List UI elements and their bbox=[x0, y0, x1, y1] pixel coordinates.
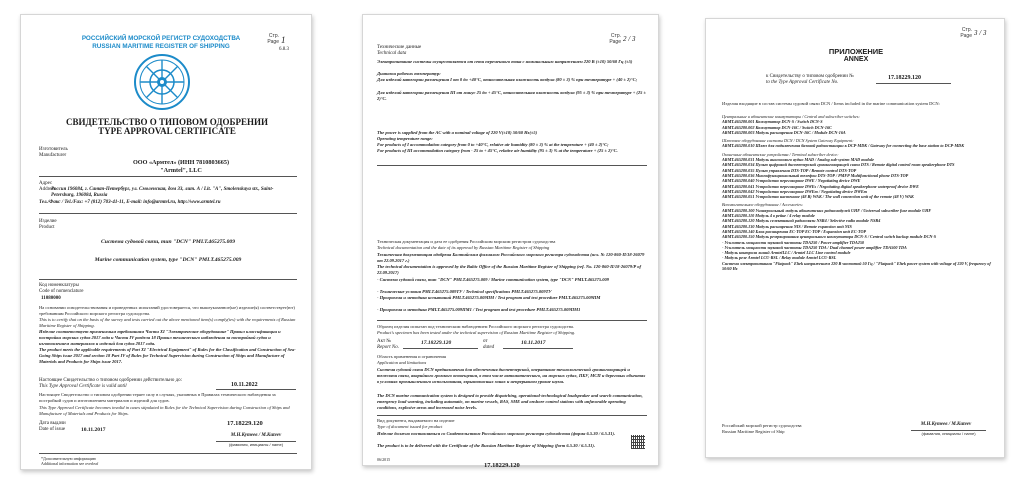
docs-line-2: The technical documentation is approved by the Baltic Office of the Russian Maritime Register of Shipping (ref. No. 120-860-П/18-26079/Р of 22.09.2017) bbox=[377, 264, 642, 275]
signer-note: (фамилия, инициалы / name) bbox=[911, 430, 986, 436]
certificate-number: 17.18229.120 bbox=[227, 420, 263, 427]
divider bbox=[377, 320, 647, 321]
divider bbox=[377, 415, 647, 416]
list-item: ARMT.465280.001 Коммутатор DCN-S / Switch DCN-S bbox=[722, 119, 823, 125]
address-label: Адрес Address bbox=[39, 181, 56, 193]
list-item: ARMT.465280.130 Модуль расширения NIS / Remote expansion unit NIS bbox=[722, 223, 852, 229]
certificate-page-2 bbox=[362, 14, 659, 466]
signer-note: (фамилия, инициалы / name) bbox=[216, 441, 296, 447]
tech-ru-3: Для изделий категории размещения I от 0 до +40°C, относительная влажность воздуха (80 ± 3) % при температуре + (40 ± 2)°C; bbox=[377, 77, 638, 82]
divider bbox=[39, 279, 297, 280]
doc-type-text-ru: Изделие должно поставляться со Свидетельством Российского морского регистра судоходства (форма 6.5.30 / 6.5.31). bbox=[377, 431, 616, 436]
rules-text-en: The product meets the applicable requirements of Part XI "Electrical Equipment" of Rules for the Classification and Construction of Sea-Going Ships issue 2017 and section 18 Part IV of Rules for Technical Supervision during Construction of Ships and Manufacture of Materials and Products for Ships issue 2017. bbox=[39, 347, 296, 364]
manufacturer-en: "Armtel", LLC bbox=[160, 167, 202, 174]
tech-ru-4: Для изделий категории размещения III от минус 25 до + 45°C, относительная влажность воздуха (95 ± 3) % при температуре + (25 ± 2)°C. bbox=[377, 90, 646, 101]
list-item: - Усилитель мощности звуковой частоты TDA250 / Power amplifier TDA250 bbox=[722, 239, 865, 245]
annex-group bbox=[722, 114, 992, 135]
group-heading: Оконечные абонентские устройства / Terminal subscriber device: bbox=[722, 151, 839, 157]
page-label-ru: Стр. bbox=[268, 33, 279, 39]
divider bbox=[503, 348, 573, 349]
divider bbox=[876, 83, 951, 84]
list-item: ARMT.465280.003 Модуль расширения DCN-16C / Module DCN-16A bbox=[722, 129, 846, 135]
tech-en-3: For products of I accommodation category from 0 to +40°C, relative air humidity (80 ± 3) % at the temperature + (40 ± 2)°C; bbox=[377, 142, 609, 147]
docs-line-4: - Технические условия PMLT.465275.009ТУ / Technical specifications PMLT.465275.009ТУ bbox=[377, 289, 552, 294]
list-item: - Модуль контроля линий ArmtelLLC / Armtel LLC Line control module bbox=[722, 250, 851, 256]
tech-data-label-ru: Технические данные bbox=[377, 45, 422, 50]
list-item: Система электропитания "Flatpack" Eltek напряжением 220 В частотой 50 Гц / "Flatpack" Eltek power system with voltage of 220 V, frequency of 50/60 Hz bbox=[722, 260, 991, 272]
page-label-en: Page bbox=[609, 39, 621, 45]
annex-group bbox=[722, 138, 992, 149]
valid-until-date: 10.11.2022 bbox=[231, 382, 258, 388]
page-label bbox=[958, 27, 972, 39]
issue-date-value: 10.11.2017 bbox=[81, 427, 106, 433]
org-name-ru: РОССИЙСКИЙ МОРСКОЙ РЕГИСТР СУДОХОДСТВА bbox=[81, 35, 241, 42]
signer-name: М.Н.Кутеев / M.Kuteev bbox=[230, 433, 282, 438]
list-item: ARMT.465280.042 Устройство переговорное DWEm / Negotiating device DWEm bbox=[722, 188, 867, 194]
product-ru: Система судовой связи, тип "DCN" PMLT.465275.009 bbox=[100, 239, 236, 245]
rmrs-emblem-icon bbox=[133, 53, 191, 111]
tech-en-2: Operating temperature range: bbox=[377, 136, 433, 141]
page-label bbox=[607, 33, 621, 45]
scope-heading-ru: Область применения и ограничения bbox=[377, 354, 446, 359]
signer-name: М.Н.Кутеев / M.Kuteev bbox=[920, 422, 972, 427]
list-item: ARMT.465280.110 Модуль 4 в рейке / 4 relay module bbox=[722, 213, 815, 219]
list-item: ARMT.465280.140 Блок расширения EC-TOP EC-TOP / Expansion unit EC-TOP bbox=[722, 228, 867, 234]
list-item: ARMT.465280.031 Модуль аналогового аудио MAD / Analog sub-system MAD module bbox=[722, 157, 874, 163]
list-item: ARMT.465280.150 Модуль резервирования центрального коммутатора DCN-S / Central switch backup module DCN-S bbox=[722, 234, 937, 240]
doc-type-text-en: The product is to be delivered with the Certificate of the Russian Maritime Register of Shipping (form 6.5.30 / 6.5.31). bbox=[377, 443, 596, 448]
list-item: ARMT.465280.034 Пульт цифровой диспетчерской громкоговорящей связи DTS / Remote digital control room speakerphone DTS bbox=[722, 162, 955, 168]
annex-group bbox=[722, 152, 992, 200]
page-label-en: Page bbox=[960, 33, 972, 39]
group-heading: Центральные и абонентские коммутаторы / Central and subscriber switches: bbox=[722, 114, 860, 119]
nomenclature-code-label: Код номенклатуры Code of nomenclature bbox=[39, 283, 84, 295]
docs-heading-en: Technical documentation and the date of its approval by Russian Maritime Register of Shipping bbox=[377, 245, 550, 250]
certificate-page-1 bbox=[20, 14, 312, 470]
certificate-title-ru: СВИДЕТЕЛЬСТВО О ТИПОВОМ ОДОБРЕНИИ bbox=[66, 117, 268, 127]
act-from-ru: от bbox=[483, 339, 488, 344]
footer-org-ru: Российский морской регистр судоходства bbox=[722, 423, 802, 428]
annex-group bbox=[722, 202, 992, 271]
list-item: ARMT.465280.051 Устройство настенное (48 В) WAK / The wall connection unit of the remote (48 V) WAK bbox=[722, 194, 914, 200]
divider bbox=[377, 165, 647, 166]
annex-title-en: ANNEX bbox=[843, 56, 869, 63]
contacts-value: Тел./Факс / Tel./Fax: +7 (812) 703-41-11, E-mail: info@armtel.ru, http://www.armtel.ru bbox=[39, 200, 221, 205]
org-name-en: RUSSIAN MARITIME REGISTER OF SHIPPING bbox=[92, 43, 230, 50]
act-label-ru: Акт № bbox=[377, 339, 392, 344]
form-edition: 06/2015 bbox=[377, 457, 391, 462]
rules-text-ru: Изделие соответствует применимым требованиям Части XI "Электрическое оборудование" Правил классификации и постройки морских судов 2017 года и Части IV раздела 18 Правил технического наблюдения за постройкой судов и изготовлением материалов и изделий для судов 2017 года. bbox=[39, 329, 281, 346]
tech-ru-1: Электропитание системы осуществляется от сети переменного тока с номинальным напряжением 220 В (±10) 50/60 Гц (±5) bbox=[377, 59, 633, 64]
issue-date-label: Дата выдачи Date of issue bbox=[39, 421, 66, 433]
manufacturer-label: Изготовитель Manufacturer bbox=[39, 147, 68, 159]
group-heading: Вспомогательное оборудование / Accessories: bbox=[722, 202, 804, 208]
list-item: ARMT.465280.036 Многофункциональный телефон DTS-TOP / PMFP Multifunctional phone DTS-TOP bbox=[722, 172, 909, 178]
docs-line-3: - Система судовой связи, тип "DCN" PMLT.465275.009 / Marine communication system, type "DCN" PMLT.465275.009 bbox=[377, 277, 609, 282]
group-heading: Шлюзовое оборудование системы DCN / DCN System Gateway Equipment: bbox=[722, 138, 854, 144]
product-label: Изделие Product bbox=[39, 219, 57, 231]
annex-item-list bbox=[722, 114, 992, 271]
form-number: 6.8.3 bbox=[279, 47, 289, 52]
divider bbox=[39, 176, 297, 177]
scope-text-en: The DCN marine communication system is designed to provide dispatching, operational-technological loudspeaker and search communication, emergency loud warning, including automatic, on marine vessels, RAS, SME and onshore control stations with unfavorable operating conditions, explosive areas and increased noise levels. bbox=[377, 393, 643, 410]
divider bbox=[216, 389, 296, 390]
scope-heading-en: Application and limitations bbox=[377, 360, 427, 365]
product-en: Marine communication system, type "DCN" PMLT.465275.009 bbox=[94, 257, 242, 263]
docs-line-5: - Программа и методика испытаний PMLT.465275.009ПМ / Test program and test procedure PMLT.465275.009ПМ bbox=[377, 295, 601, 300]
divider bbox=[403, 348, 478, 349]
annex-certificate-number: 17.18229.120 bbox=[888, 75, 921, 81]
scope-text-ru: Система судовой связи DCN предназначена для обеспечения диспетчерской, оперативно-технологической громкоговорящей и телесвязи связи, аварийного громкого оповещения, в том числе автоматического, на морских судах, ПБУ, МСП и береговых объектах в условиях промышленного использования, взрывоопасных зонах и непрерывном уровне шума. bbox=[377, 367, 646, 384]
act-number: 17.18229.120 bbox=[421, 340, 452, 346]
act-from-en: dated bbox=[483, 345, 495, 350]
basis-text-ru: На основании освидетельствования и проведенных испытаний удостоверяется, что вышеуказанное(ые) изделие(я) соответствует(ют) требованиям Российского морского регистра судоходства. bbox=[39, 305, 295, 316]
doc-type-heading-en: Type of document issued for product bbox=[377, 424, 443, 429]
page-number: 1 bbox=[281, 35, 286, 45]
cancel-text-en: This Type Approval Certificate becomes invalid in cases stipulated in Rules for the Technical Supervision during Construction of Ships and Manufacture of Materials and Products for Ships. bbox=[39, 405, 290, 416]
tech-ru-2: Диапазон рабочих температур: bbox=[377, 71, 441, 76]
list-item: ARMT.465280.035 Пульт управления DTS-TOP / Remote control DTS-TOP bbox=[722, 167, 857, 173]
doc-type-heading-ru: Вид документа, выдаваемого на изделие bbox=[377, 418, 455, 423]
list-item: ARMT.465280.120 Модуль селективной радиосвязи NSR4 / Selective radio module NSR4 bbox=[722, 218, 881, 224]
act-label-en: Report No. bbox=[377, 345, 399, 350]
tech-en-4: For products of III accommodation category from - 25 to + 45°C, relative air humidity (95 ± 3) % at the temperature + (25 ± 2)°C. bbox=[377, 148, 618, 153]
annex-intro: Изделия входящие в состав системы судовой связи DCN / Items included in the marine communication system DCN: bbox=[722, 101, 940, 106]
footer-org-en: Russian Maritime Register of Ship bbox=[722, 429, 785, 434]
to-cert-ru: к Свидетельству о типовом одобрении № bbox=[766, 74, 854, 79]
to-cert-en: to the Type Approval Certificate No. bbox=[766, 80, 839, 85]
footnote-en: Additional information see overleaf bbox=[41, 461, 99, 466]
tech-data-label-en: Technical data bbox=[377, 51, 407, 56]
qr-code-icon bbox=[631, 435, 645, 449]
page-label-ru: Стр. bbox=[961, 27, 972, 33]
certificate-page-3-annex bbox=[705, 18, 1005, 458]
list-item: ARMT.465280.041 Устройство переговорное DWEs / Negotiating digital speakerphone waterproof device DWE bbox=[722, 183, 919, 189]
footnote-ru: *Дополнительную информацию bbox=[41, 456, 96, 461]
docs-heading-ru: Техническая документация и дата ее одобрения Российским морским регистром судоходства bbox=[377, 239, 556, 244]
address-value: Россия 196084, г. Санкт-Петербург, ул. Смоленская, дом 33, лит. А / Lit. "A", Smolenskaya str., Saint-Petersburg, 196084, Russia bbox=[51, 187, 274, 199]
act-date: 10.11.2017 bbox=[521, 340, 546, 346]
nomenclature-code-value: 11080000 bbox=[41, 296, 61, 301]
divider bbox=[39, 453, 297, 454]
page-2-certificate-number: 17.18229.120 bbox=[484, 462, 520, 469]
page-label bbox=[265, 33, 279, 45]
valid-until-label-ru: Настоящее Свидетельство о типовом одобрении действительно до: bbox=[39, 378, 182, 383]
divider bbox=[39, 213, 297, 214]
list-item: ARMT.465280.100 Универсальный модуль абонентских радиомодулей UHF / Universal subscriber fuse module UHF bbox=[722, 207, 932, 213]
annex-title-ru: ПРИЛОЖЕНИЕ bbox=[828, 47, 884, 56]
list-item: - Модуль реле Armtel LCU-RSL / Relay module Armtel LCU-RSL bbox=[722, 255, 837, 261]
page-number: 2 / 3 bbox=[623, 35, 636, 43]
docs-line-6: - Программа и методика PMLT.465275.009ПМ1 / Test program and test procedure PMLT.465275.009ПМ1 bbox=[377, 307, 581, 312]
manufacturer-ru: ООО «Армтел» (ИНН 7810803665) bbox=[132, 159, 230, 166]
list-item: - Усилитель мощности звуковой частоты TDA250 TDA / Dual channel power amplifier TDA500 TDA bbox=[722, 244, 907, 250]
basis-text-en: This is to certify that on the basis of the survey and tests carried out the above mentioned item(s) comply(ies) with the requirements of Russian Maritime Register of Shipping. bbox=[39, 317, 296, 328]
list-item: ARMT.465280.010 Шлюз для подключения базовой радиостанции к DCP-MDK / Gateway for connecting the base station to DCP-MDK bbox=[722, 143, 964, 149]
page-label-en: Page bbox=[267, 39, 279, 45]
docs-line-1: Техническая документация одобрена Балтийским филиалом Российского морского регистра судоходства (исх. № 120-860-П/18-26079 от 22.09.2017 г.) bbox=[377, 252, 645, 263]
list-item: ARMT.465280.040 Устройство переговорное DWE / Negotiating device DWE bbox=[722, 178, 861, 184]
valid-until-label-en: This Type Approval Certificate is valid until bbox=[39, 384, 127, 389]
cancel-text-ru: Настоящее Свидетельство о типовом одобрении теряет силу в случаях, указанных в Правилах технического наблюдения за постройкой судов и изготовлением материалов и изделий для судов. bbox=[39, 392, 276, 403]
list-item: ARMT.465280.002 Коммутатор DCN-16С / Switch DCN-16С bbox=[722, 124, 832, 130]
page-number: 3 / 3 bbox=[974, 29, 987, 37]
page-label-ru: Стр. bbox=[610, 33, 621, 39]
tech-en-1: The power is supplied from the AC with a nominal voltage of 220 V(±10) 50/60 Hz(±5) bbox=[377, 130, 538, 135]
certificate-title-en: TYPE APPROVAL CERTIFICATE bbox=[98, 126, 236, 136]
tested-text-en: Product's specimen has been tested under the technical supervision of Russian Maritime Register of Shipping. bbox=[377, 330, 576, 335]
tested-text-ru: Образец изделия испытан под техническим наблюдением Российского морского регистра судоходства. bbox=[377, 324, 575, 329]
